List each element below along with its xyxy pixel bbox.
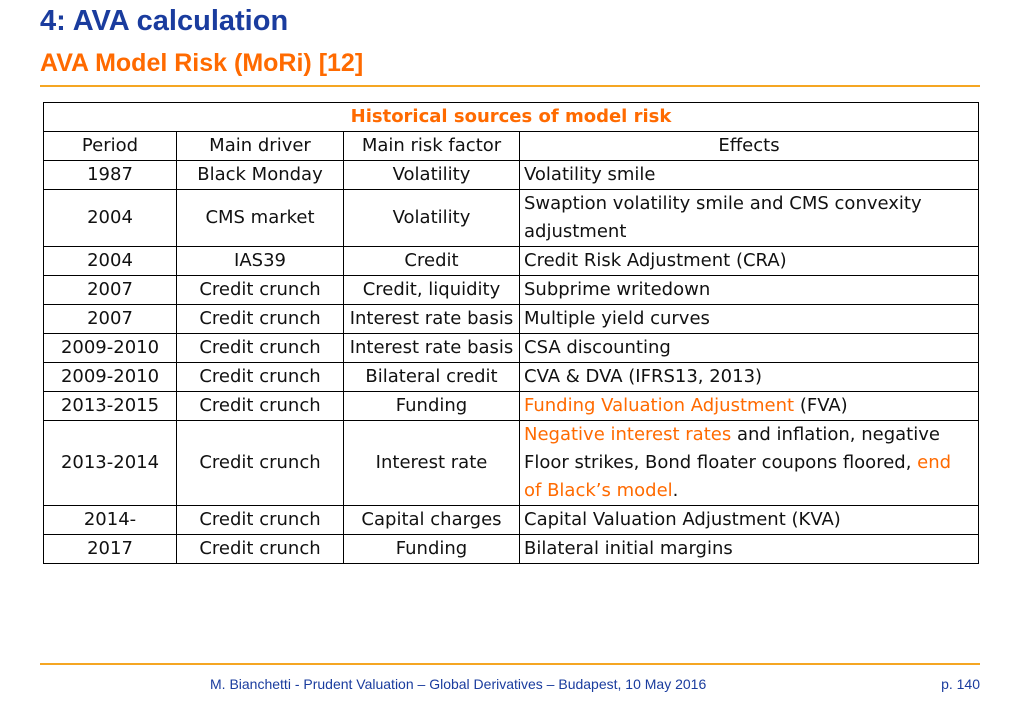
slide-subtitle: AVA Model Risk (MoRi) [12]: [40, 49, 364, 77]
cell-driver: Black Monday: [177, 161, 344, 190]
footer-citation: M. Bianchetti - Prudent Valuation – Global Derivatives – Budapest, 10 May 2016: [210, 676, 707, 692]
cell-period: 1987: [44, 161, 177, 190]
effects-highlight: end of Black’s model: [524, 452, 952, 501]
table-row: [44, 535, 979, 564]
cell-period: 2013-2014: [44, 421, 177, 506]
cell-driver: Credit crunch: [177, 334, 344, 363]
cell-factor: Credit, liquidity: [344, 276, 520, 305]
table-row: [44, 363, 979, 392]
column-header-effects: Effects: [520, 132, 979, 161]
footer-divider: [40, 663, 980, 665]
cell-factor: Funding: [344, 392, 520, 421]
cell-factor: Volatility: [344, 190, 520, 247]
cell-driver: CMS market: [177, 190, 344, 247]
table-caption-row: [44, 103, 979, 132]
cell-effects: Multiple yield curves: [520, 305, 979, 334]
table-row: [44, 334, 979, 363]
cell-driver: Credit crunch: [177, 363, 344, 392]
model-risk-table: [43, 102, 979, 564]
cell-driver: Credit crunch: [177, 305, 344, 334]
table-row: [44, 305, 979, 334]
cell-driver: Credit crunch: [177, 392, 344, 421]
cell-factor: Capital charges: [344, 506, 520, 535]
table-row: [44, 247, 979, 276]
cell-period: 2009-2010: [44, 363, 177, 392]
column-header-main-risk-factor: Main risk factor: [344, 132, 520, 161]
effects-text: and inflation, negative Floor strikes, Bond floater coupons floored,: [524, 424, 940, 473]
cell-period: 2017: [44, 535, 177, 564]
table-row: [44, 276, 979, 305]
cell-driver: Credit crunch: [177, 506, 344, 535]
cell-effects: CSA discounting: [520, 334, 979, 363]
page-number: p. 140: [941, 676, 980, 692]
cell-effects: Swaption volatility smile and CMS convexity adjustment: [520, 190, 979, 247]
cell-effects: Volatility smile: [520, 161, 979, 190]
effects-highlight: Negative interest rates: [524, 424, 732, 445]
table-caption: Historical sources of model risk: [44, 103, 979, 132]
cell-driver: Credit crunch: [177, 276, 344, 305]
cell-period: 2013-2015: [44, 392, 177, 421]
cell-factor: Funding: [344, 535, 520, 564]
cell-period: 2004: [44, 190, 177, 247]
cell-period: 2004: [44, 247, 177, 276]
cell-driver: Credit crunch: [177, 421, 344, 506]
cell-period: 2007: [44, 305, 177, 334]
cell-effects: [520, 421, 979, 506]
cell-effects: CVA & DVA (IFRS13, 2013): [520, 363, 979, 392]
column-header-period: Period: [44, 132, 177, 161]
cell-factor: Interest rate: [344, 421, 520, 506]
cell-factor: Volatility: [344, 161, 520, 190]
header-divider: [40, 85, 980, 87]
cell-effects: Subprime writedown: [520, 276, 979, 305]
table-row: [44, 506, 979, 535]
cell-effects: [520, 392, 979, 421]
cell-period: 2014-: [44, 506, 177, 535]
table-row: [44, 190, 979, 247]
table-row: [44, 392, 979, 421]
cell-effects: Credit Risk Adjustment (CRA): [520, 247, 979, 276]
cell-period: 2009-2010: [44, 334, 177, 363]
cell-period: 2007: [44, 276, 177, 305]
table-header-row: [44, 132, 979, 161]
effects-highlight: Funding Valuation Adjustment: [524, 395, 795, 416]
slide-title: 4: AVA calculation: [40, 5, 289, 37]
cell-factor: Interest rate basis: [344, 305, 520, 334]
cell-factor: Interest rate basis: [344, 334, 520, 363]
effects-text: (FVA): [794, 395, 848, 416]
cell-factor: Credit: [344, 247, 520, 276]
cell-effects: Bilateral initial margins: [520, 535, 979, 564]
cell-driver: IAS39: [177, 247, 344, 276]
effects-text: .: [672, 480, 679, 501]
cell-driver: Credit crunch: [177, 535, 344, 564]
cell-factor: Bilateral credit: [344, 363, 520, 392]
table-row: [44, 421, 979, 506]
table-row: [44, 161, 979, 190]
cell-effects: Capital Valuation Adjustment (KVA): [520, 506, 979, 535]
column-header-main-driver: Main driver: [177, 132, 344, 161]
